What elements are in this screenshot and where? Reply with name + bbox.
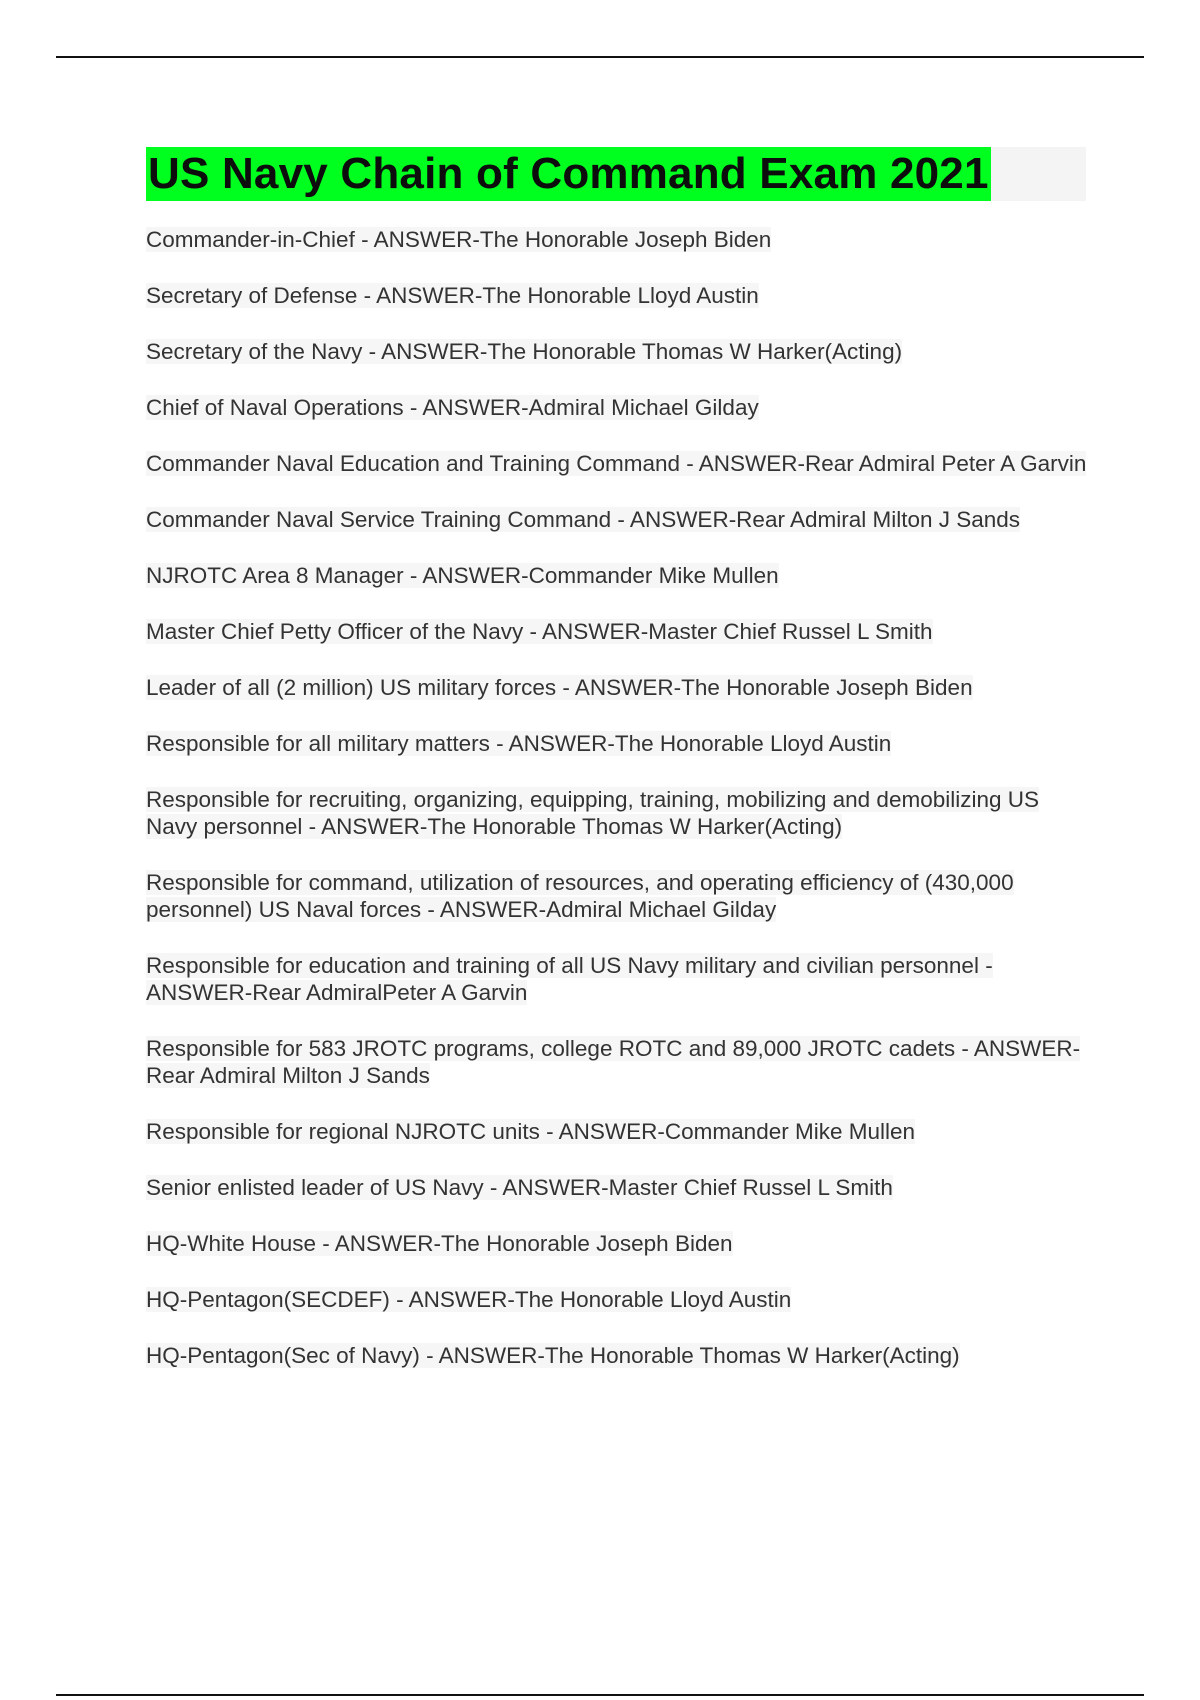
list-item: HQ-Pentagon(Sec of Navy) - ANSWER-The Honorable Thomas W Harker(Acting) [146, 1343, 960, 1368]
list-item: NJROTC Area 8 Manager - ANSWER-Commander Mike Mullen [146, 563, 779, 588]
list-item: Master Chief Petty Officer of the Navy - ANSWER-Master Chief Russel L Smith [146, 619, 933, 644]
list-item: Responsible for command, utilization of resources, and operating efficiency of (430,000 personnel) US Naval forces - ANSWER-Admiral Michael Gilday [146, 870, 1014, 922]
list-item: HQ-Pentagon(SECDEF) - ANSWER-The Honorable Lloyd Austin [146, 1287, 792, 1312]
qa-list [146, 226, 1096, 1398]
list-item: Responsible for all military matters - ANSWER-The Honorable Lloyd Austin [146, 731, 892, 756]
page-title: US Navy Chain of Command Exam 2021 [146, 147, 991, 201]
list-item: HQ-White House - ANSWER-The Honorable Joseph Biden [146, 1231, 733, 1256]
list-item: Responsible for regional NJROTC units - ANSWER-Commander Mike Mullen [146, 1119, 915, 1144]
list-item: Responsible for recruiting, organizing, equipping, training, mobilizing and demobilizing US Navy personnel - ANSWER-The Honorable Thomas W Harker(Acting) [146, 787, 1040, 839]
list-item: Responsible for 583 JROTC programs, college ROTC and 89,000 JROTC cadets - ANSWER-Rear Admiral Milton J Sands [146, 1036, 1081, 1088]
top-divider [56, 56, 1144, 58]
bottom-divider [56, 1694, 1144, 1696]
list-item: Secretary of the Navy - ANSWER-The Honorable Thomas W Harker(Acting) [146, 339, 903, 364]
list-item: Leader of all (2 million) US military forces - ANSWER-The Honorable Joseph Biden [146, 675, 973, 700]
list-item: Senior enlisted leader of US Navy - ANSWER-Master Chief Russel L Smith [146, 1175, 893, 1200]
list-item: Commander-in-Chief - ANSWER-The Honorable Joseph Biden [146, 227, 772, 252]
list-item: Secretary of Defense - ANSWER-The Honorable Lloyd Austin [146, 283, 759, 308]
list-item: Responsible for education and training of all US Navy military and civilian personnel - ANSWER-Rear AdmiralPeter A Garvin [146, 953, 993, 1005]
list-item: Commander Naval Service Training Command - ANSWER-Rear Admiral Milton J Sands [146, 507, 1021, 532]
list-item: Commander Naval Education and Training Command - ANSWER-Rear Admiral Peter A Garvin [146, 451, 1087, 476]
list-item: Chief of Naval Operations - ANSWER-Admiral Michael Gilday [146, 395, 759, 420]
